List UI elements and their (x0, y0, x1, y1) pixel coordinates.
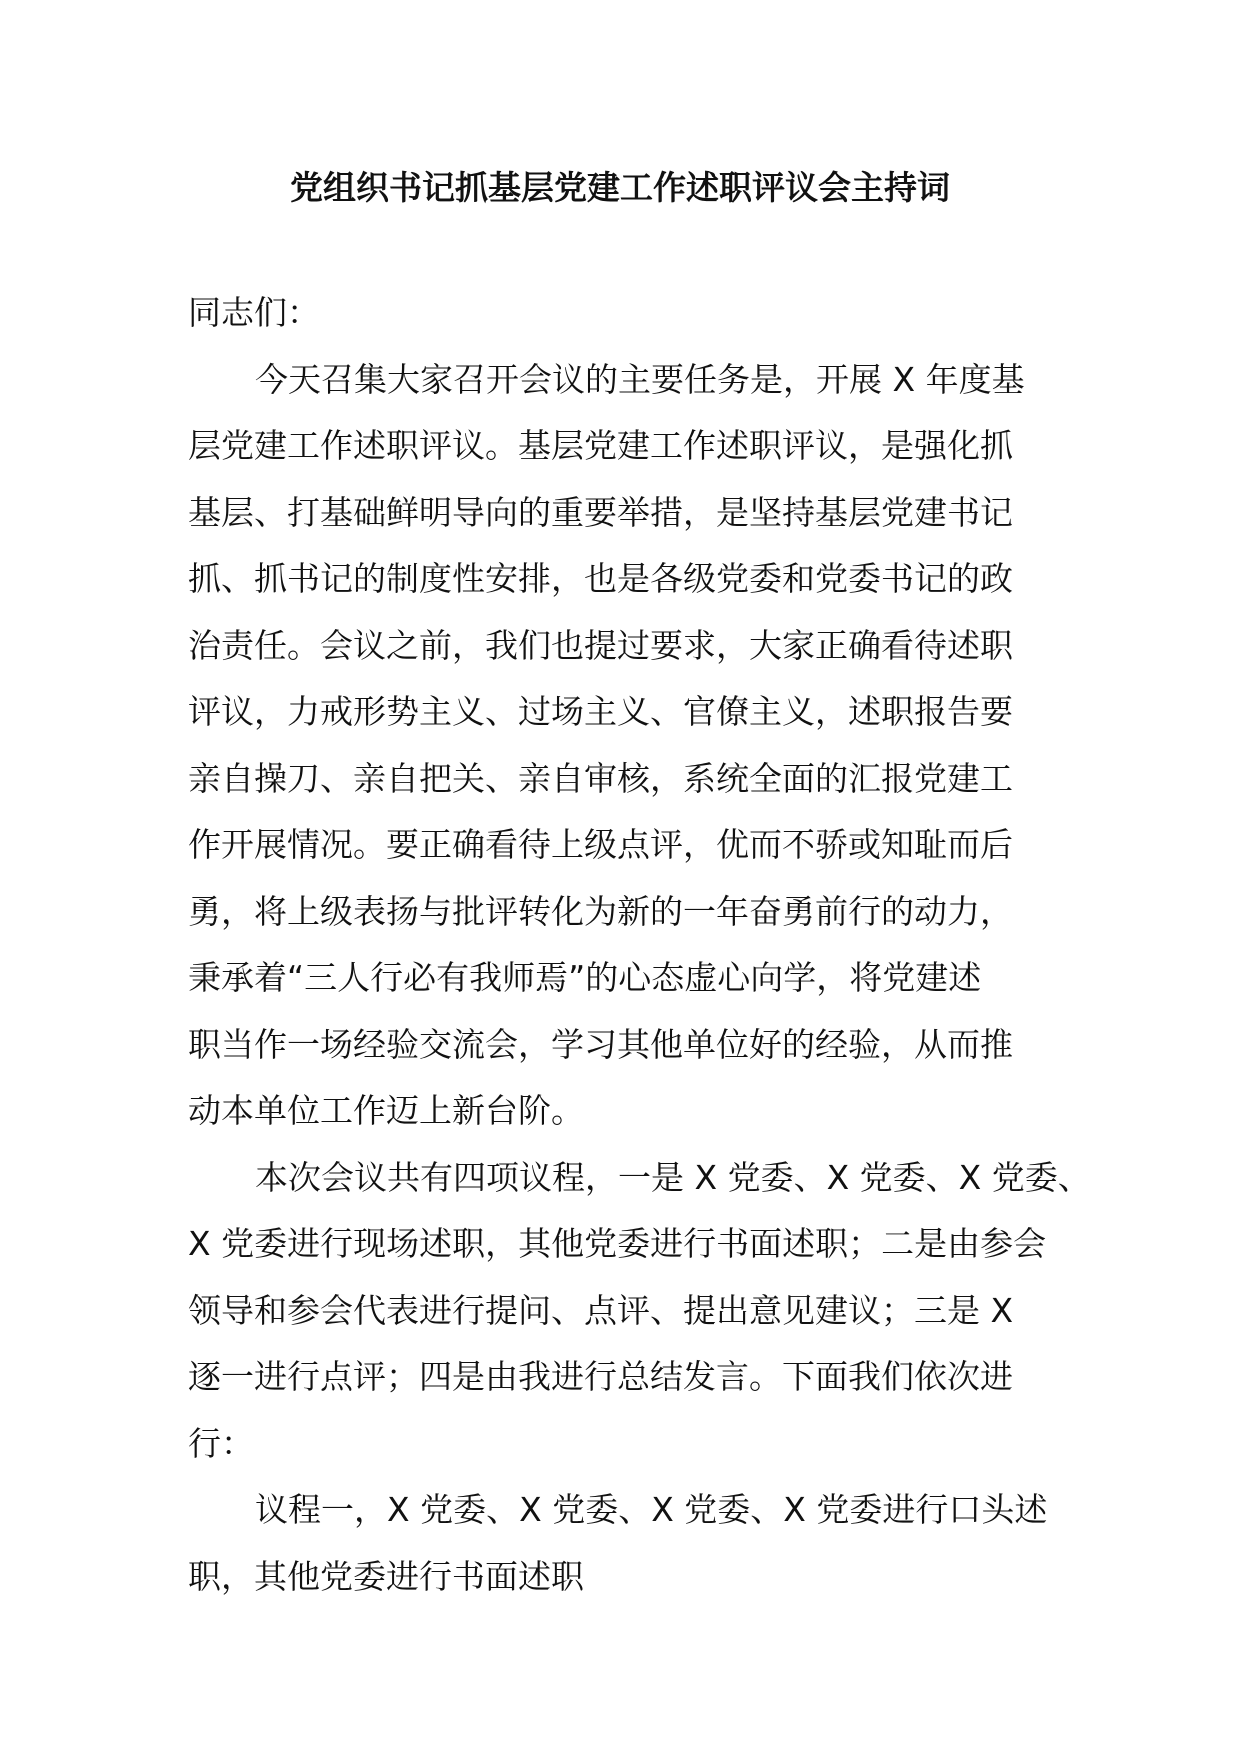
text-line: 作开展情况。要正确看待上级点评，优而不骄或知耻而后 (188, 825, 1013, 864)
text-line: 抓、抓书记的制度性安排，也是各级党委和党委书记的政 (188, 559, 1013, 598)
greeting: 同志们： (188, 293, 320, 332)
text-line: 行： (188, 1423, 254, 1463)
text-line: X 党委进行现场述职，其他党委进行书面述职；二是由参会 (188, 1224, 1047, 1263)
paragraphs (188, 347, 1091, 1611)
text-line: 议程一，X 党委、X 党委、X 党委、X 党委进行口头述 (255, 1490, 1048, 1529)
text-line: 本次会议共有四项议程，一是 X 党委、X 党委、X 党委、 (255, 1157, 1091, 1197)
text-line: 动本单位工作迈上新台阶。 (188, 1091, 584, 1130)
paragraph (188, 347, 1068, 1145)
paragraph (188, 1145, 1091, 1478)
paragraph (188, 1477, 1068, 1610)
document-title: 党组织书记抓基层党建工作述职评议会主持词 (290, 168, 950, 207)
text-line: 职，其他党委进行书面述职 (188, 1556, 584, 1596)
text-line: 职当作一场经验交流会，学习其他单位好的经验，从而推 (188, 1024, 1013, 1064)
text-line: 领导和参会代表进行提问、点评、提出意见建议；三是 X (188, 1290, 1014, 1330)
text-line: 基层、打基础鲜明导向的重要举措，是坚持基层党建书记 (188, 492, 1013, 532)
document-body (188, 280, 1091, 1610)
text-line: 治责任。会议之前，我们也提过要求，大家正确看待述职 (188, 625, 1013, 665)
text-line: 逐一进行点评；四是由我进行总结发言。下面我们依次进 (188, 1357, 1013, 1396)
text-line: 今天召集大家召开会议的主要任务是，开展 X 年度基 (255, 359, 1025, 399)
text-line: 层党建工作述职评议。基层党建工作述职评议，是强化抓 (188, 426, 1013, 465)
text-line: 勇，将上级表扬与批评转化为新的一年奋勇前行的动力， (188, 891, 1013, 931)
text-line: 秉承着“三人行必有我师焉”的心态虚心向学，将党建述 (188, 958, 982, 997)
text-line: 亲自操刀、亲自把关、亲自审核，系统全面的汇报党建工 (188, 758, 1013, 798)
text-line: 评议，力戒形势主义、过场主义、官僚主义，述职报告要 (188, 692, 1013, 731)
